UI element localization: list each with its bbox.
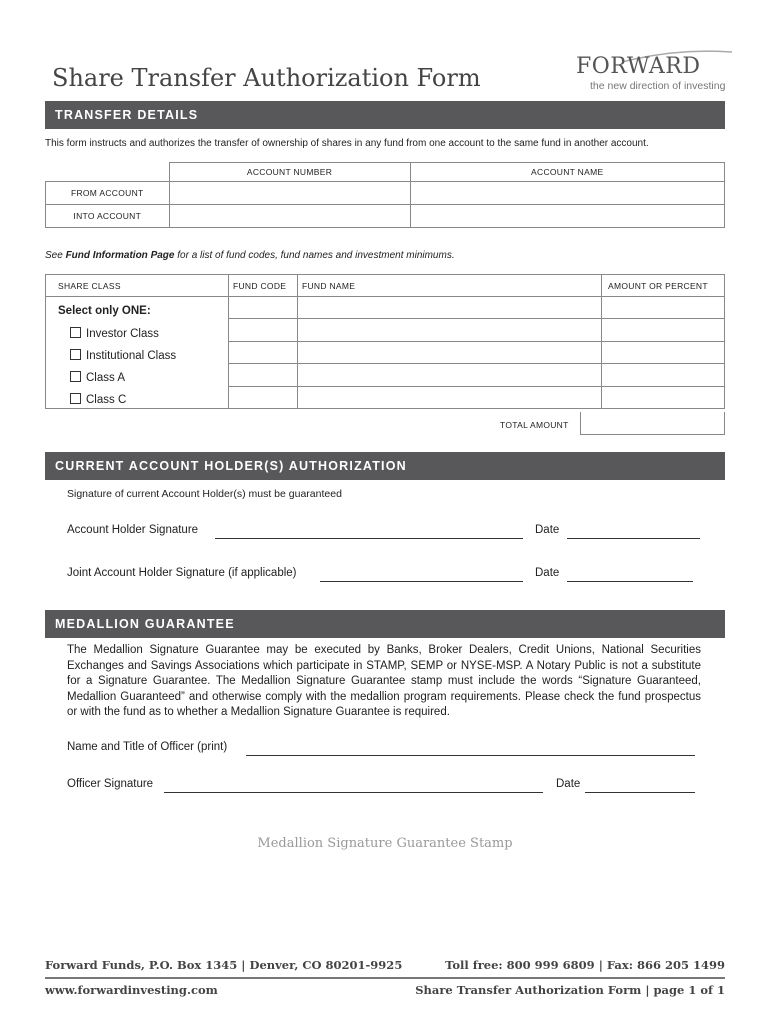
into-account-name-field[interactable] [410, 205, 725, 228]
fund-name-field[interactable] [298, 342, 602, 364]
select-one-label: Select only ONE: [58, 305, 151, 317]
row-into-account: INTO ACCOUNT [46, 205, 170, 228]
footer-address: Forward Funds, P.O. Box 1345 | Denver, CO 80201-9925 [45, 958, 403, 972]
total-amount-field[interactable] [580, 412, 725, 435]
fund-code-field[interactable] [229, 364, 298, 387]
fund-name-field[interactable] [298, 387, 602, 409]
medallion-bar: MEDALLION GUARANTEE [45, 610, 725, 638]
footer-phone: Toll free: 800 999 6809 | Fax: 866 205 1499 [445, 958, 725, 972]
medallion-stamp-area: Medallion Signature Guarantee Stamp [257, 836, 513, 851]
fund-name-field[interactable] [298, 364, 602, 387]
fund-info-note: See Fund Information Page for a list of fund codes, fund names and investment minimums. [45, 250, 455, 261]
officer-signature-line[interactable] [164, 792, 543, 793]
fund-name-field[interactable] [298, 319, 602, 342]
amount-field[interactable] [602, 319, 725, 342]
account-table [45, 162, 725, 228]
fund-code-field[interactable] [229, 342, 298, 364]
col-share-class: SHARE CLASS [46, 275, 229, 297]
from-account-number-field[interactable] [169, 182, 410, 205]
joint-holder-date-label: Date [535, 567, 560, 579]
checkbox-icon[interactable] [70, 327, 81, 338]
class-c-option[interactable]: Class C [70, 393, 126, 406]
amount-field[interactable] [602, 387, 725, 409]
amount-field[interactable] [602, 342, 725, 364]
fund-name-field[interactable] [298, 297, 602, 319]
col-fund-code: FUND CODE [229, 275, 298, 297]
class-a-option[interactable]: Class A [70, 371, 125, 384]
fund-code-field[interactable] [229, 387, 298, 409]
logo-word: FORWARD [576, 54, 701, 79]
logo-tagline: the new direction of investing [590, 80, 726, 92]
transfer-details-bar: TRANSFER DETAILS [45, 101, 725, 129]
total-amount-label: TOTAL AMOUNT [500, 420, 569, 430]
officer-date-label: Date [556, 778, 581, 790]
forward-logo [562, 50, 732, 100]
investor-class-option[interactable]: Investor Class [70, 327, 159, 340]
from-account-name-field[interactable] [410, 182, 725, 205]
col-account-name: ACCOUNT NAME [410, 163, 725, 182]
officer-date-line[interactable] [585, 792, 695, 793]
col-amount: AMOUNT OR PERCENT [602, 275, 725, 297]
into-account-number-field[interactable] [169, 205, 410, 228]
fund-table [45, 274, 725, 409]
account-holder-signature-line[interactable] [215, 538, 523, 539]
checkbox-icon[interactable] [70, 371, 81, 382]
amount-field[interactable] [602, 297, 725, 319]
checkbox-icon[interactable] [70, 393, 81, 404]
fund-info-link[interactable]: Fund Information Page [65, 250, 175, 261]
officer-signature-label: Officer Signature [67, 778, 154, 790]
holders-auth-bar: CURRENT ACCOUNT HOLDER(S) AUTHORIZATION [45, 452, 725, 480]
officer-name-label: Name and Title of Officer (print) [67, 741, 228, 753]
institutional-class-option[interactable]: Institutional Class [70, 349, 176, 362]
page-title: Share Transfer Authorization Form [52, 64, 481, 92]
account-holder-signature-label: Account Holder Signature [67, 524, 199, 536]
row-from-account: FROM ACCOUNT [46, 182, 170, 205]
col-account-number: ACCOUNT NUMBER [169, 163, 410, 182]
joint-holder-signature-line[interactable] [320, 581, 523, 582]
joint-holder-date-line[interactable] [567, 581, 693, 582]
account-holder-date-line[interactable] [567, 538, 700, 539]
fund-code-field[interactable] [229, 297, 298, 319]
account-holder-date-label: Date [535, 524, 560, 536]
amount-field[interactable] [602, 364, 725, 387]
footer-website[interactable]: www.forwardinvesting.com [45, 983, 218, 997]
checkbox-icon[interactable] [70, 349, 81, 360]
col-fund-name: FUND NAME [298, 275, 602, 297]
holders-note: Signature of current Account Holder(s) must be guaranteed [67, 488, 342, 500]
transfer-intro: This form instructs and authorizes the transfer of ownership of shares in any fund from one account to the same fund in another account. [45, 138, 649, 149]
officer-name-line[interactable] [246, 755, 695, 756]
fund-code-field[interactable] [229, 319, 298, 342]
medallion-paragraph: The Medallion Signature Guarantee may be executed by Banks, Broker Dealers, Credit Unions, National Securities Exchanges and Savings Associations which participate in STAMP, SEMP or NYSE-MSP. A Notary Public is not a substitute for a Signature Guarantee. The Medallion Signature Guarantee stamp must include the words “Signature Guaranteed, Medallion Guaranteed” and otherwise comply with the medallion program requirements. Please check the fund prospectus or with the fund as to whether a Medallion Signature Guarantee is required. [67, 644, 701, 719]
footer-divider [45, 977, 725, 979]
joint-holder-signature-label: Joint Account Holder Signature (if applicable) [67, 567, 297, 579]
footer-page: Share Transfer Authorization Form | page 1 of 1 [415, 983, 725, 997]
